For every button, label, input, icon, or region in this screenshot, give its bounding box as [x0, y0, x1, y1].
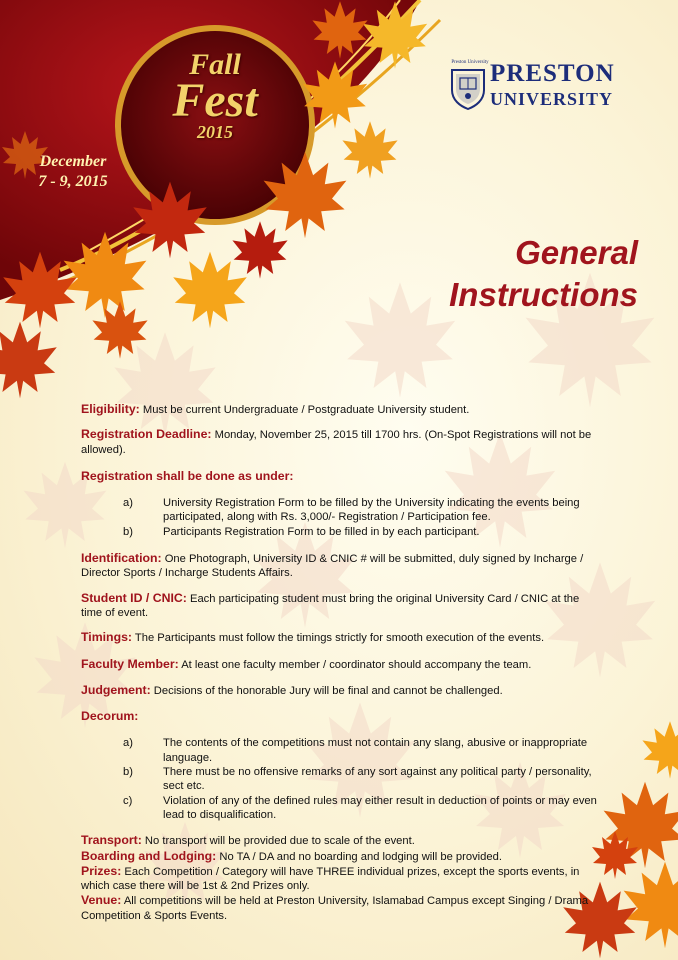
- transport-text: No transport will be provided due to scale of the event.: [141, 835, 415, 848]
- list-marker: a): [123, 737, 133, 750]
- student-id-text: Each participating student must bring the original University Card / CNIC at the time of event.: [81, 592, 580, 619]
- list-marker: b): [123, 766, 133, 779]
- prizes-text: Each Competition / Category will have THREE individual prizes, except the sports events, in which case there will be 1st & 2nd Prizes only.: [81, 865, 580, 893]
- venue-paragraph: [81, 893, 601, 923]
- event-title: [130, 50, 300, 142]
- university-name-line1: PRESTON: [490, 60, 615, 87]
- venue-label: Venue:: [81, 893, 122, 908]
- registration-label: Registration shall be done as under:: [81, 468, 294, 483]
- identification-text: One Photograph, University ID & CNIC # will be submitted, duly signed by Incharge / Director Sports / Incharge Students Affairs.: [81, 553, 584, 580]
- list-item-text: University Registration Form to be filled by the University indicating the events being participated, along with Rs. 3,000/- Registration / Participation fee.: [163, 497, 580, 524]
- instructions-body: [81, 402, 601, 923]
- eligibility-paragraph: [81, 402, 601, 417]
- timings-text: The Participants must follow the timings strictly for smooth execution of the events.: [132, 632, 545, 645]
- registration-heading: [81, 469, 601, 484]
- list-item-text: There must be no offensive remarks of any sort against any political party / personality, sect etc.: [163, 766, 592, 793]
- list-item: [81, 736, 601, 765]
- seal-text: Preston University: [451, 60, 489, 65]
- identification-label: Identification:: [81, 551, 162, 566]
- transport-label: Transport:: [81, 833, 142, 848]
- event-title-line2: Fest: [172, 74, 258, 127]
- university-logo: [448, 60, 638, 116]
- faculty-label: Faculty Member:: [81, 656, 179, 671]
- identification-paragraph: [81, 551, 601, 581]
- event-date-days: 7 - 9, 2015: [38, 173, 108, 190]
- faculty-text: At least one faculty member / coordinator should accompany the team.: [178, 658, 532, 671]
- judgement-label: Judgement:: [81, 682, 151, 697]
- crest-icon: [448, 62, 488, 110]
- event-date: [18, 152, 128, 192]
- university-name: [490, 60, 638, 110]
- venue-text: All competitions will be held at Preston University, Islamabad Campus except Singing / Drama Competition & Sports Events.: [81, 895, 589, 922]
- deadline-text: Monday, November 25, 2015 till 1700 hrs. (On-Spot Registrations will not be allowed).: [81, 429, 592, 456]
- list-marker: b): [123, 525, 133, 538]
- list-marker: a): [123, 497, 133, 510]
- registration-list: [81, 496, 601, 539]
- judgement-text: Decisions of the honorable Jury will be final and cannot be challenged.: [150, 684, 503, 697]
- event-date-month: December: [39, 153, 107, 170]
- timings-label: Timings:: [81, 630, 133, 645]
- deadline-label: Registration Deadline:: [81, 427, 212, 442]
- list-item-text: Violation of any of the defined rules may either result in deduction of points or may even lead to disqualification.: [163, 794, 597, 821]
- page-heading-line2: Instructions: [449, 276, 638, 313]
- prizes-paragraph: [81, 864, 601, 894]
- page-heading: [400, 232, 638, 316]
- student-id-paragraph: [81, 591, 601, 621]
- faculty-paragraph: [81, 657, 601, 672]
- event-year: 2015: [197, 122, 233, 142]
- list-item: [81, 794, 601, 823]
- boarding-label: Boarding and Lodging:: [81, 848, 217, 863]
- boarding-paragraph: [81, 849, 601, 864]
- list-item-text: Participants Registration Form to be filled in by each participant.: [163, 525, 480, 538]
- page-heading-line1: General: [515, 234, 638, 271]
- prizes-label: Prizes:: [81, 863, 122, 878]
- university-name-line2: UNIVERSITY: [490, 89, 614, 109]
- decorum-list: [81, 736, 601, 822]
- deadline-paragraph: [81, 427, 601, 457]
- timings-paragraph: [81, 630, 601, 645]
- list-marker: c): [123, 794, 133, 807]
- decorum-label: Decorum:: [81, 709, 139, 724]
- judgement-paragraph: [81, 683, 601, 698]
- list-item: [81, 525, 601, 539]
- eligibility-label: Eligibility:: [81, 402, 140, 416]
- transport-paragraph: [81, 833, 601, 848]
- student-id-label: Student ID / CNIC:: [81, 590, 187, 605]
- seal-icon: [448, 62, 488, 110]
- list-item-text: The contents of the competitions must not contain any slang, abusive or inappropriate language.: [163, 737, 588, 764]
- event-title-line1: Fall: [189, 48, 241, 81]
- decorum-heading: [81, 709, 601, 724]
- list-item: [81, 496, 601, 525]
- boarding-text: No TA / DA and no boarding and lodging will be provided.: [216, 850, 502, 863]
- list-item: [81, 765, 601, 794]
- eligibility-text: Must be current Undergraduate / Postgraduate University student.: [139, 404, 470, 416]
